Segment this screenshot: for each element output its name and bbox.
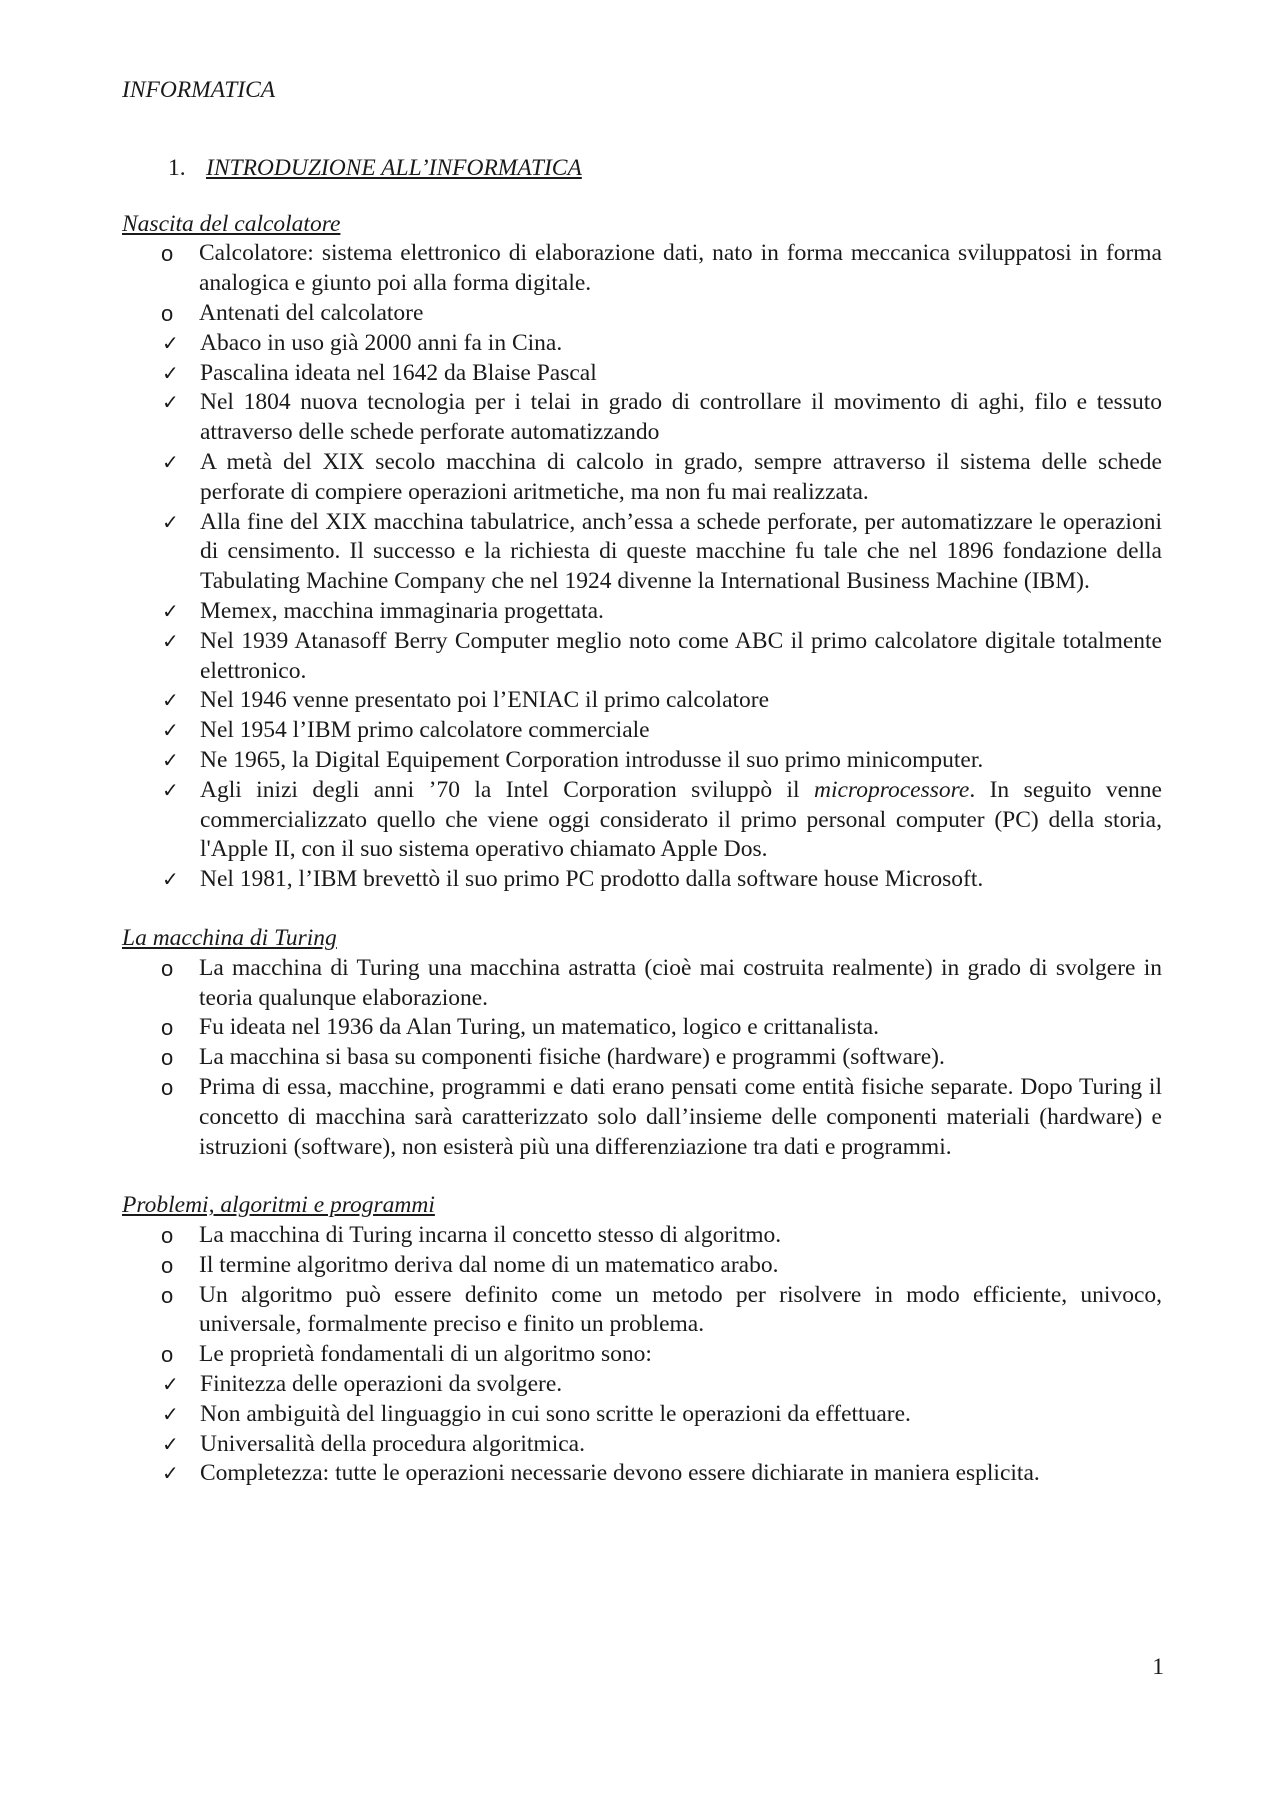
checklist-item: ✓ A metà del XIX secolo macchina di calcolo in grado, sempre attraverso il sistema delle schede perforate di compiere operazioni aritmetiche, ma non fu mai realizzata. bbox=[162, 448, 1162, 505]
checklist-item: ✓ Agli inizi degli anni ’70 la Intel Corporation sviluppò il microprocessore. In seguito venne commercializzato quello che viene oggi considerato il primo personal computer (PC) della storia, l'Apple II, con il suo sistema operativo chiamato Apple Dos. bbox=[162, 776, 1162, 863]
checklist-item: ✓ Finitezza delle operazioni da svolgere. bbox=[122, 1370, 1162, 1400]
checkmark-icon: ✓ bbox=[162, 777, 179, 802]
circle-bullet-icon: o bbox=[161, 1045, 174, 1071]
checkmark-icon: ✓ bbox=[162, 867, 179, 892]
circle-bullet-icon: o bbox=[161, 1282, 174, 1308]
chapter-heading bbox=[122, 154, 1162, 184]
chapter-title: INTRODUZIONE ALL’INFORMATICA bbox=[206, 154, 582, 181]
document-body bbox=[122, 76, 1162, 1489]
circle-bullet-icon: o bbox=[161, 300, 174, 326]
list-item: o Calcolatore: sistema elettronico di elaborazione dati, nato in forma meccanica sviluppatosi in forma analogica e giunto poi alla forma digitale. bbox=[161, 240, 1162, 297]
document-title: INFORMATICA bbox=[122, 77, 276, 103]
checklist-item: ✓ Nel 1939 Atanasoff Berry Computer meglio noto come ABC il primo calcolatore digitale totalmente elettronico. bbox=[162, 627, 1162, 684]
section-list bbox=[122, 239, 1162, 328]
circle-bullet-icon: o bbox=[161, 1252, 174, 1278]
ancestors-list bbox=[122, 329, 1162, 895]
circle-bullet-icon: o bbox=[161, 1223, 174, 1249]
list-item: o Un algoritmo può essere definito come un metodo per risolvere in modo efficiente, univoco, universale, formalmente preciso e finito un problema. bbox=[161, 1281, 1162, 1338]
checklist-item: ✓ Alla fine del XIX macchina tabulatrice, anch’essa a schede perforate, per automatizzare le operazioni di censimento. Il successo e la richiesta di queste macchine fu tale che nel 1896 fondazione della Tabulating Machine Company che nel 1924 divenne la International Business Machine (IBM). bbox=[162, 508, 1162, 595]
list-item: o Le proprietà fondamentali di un algoritmo sono: bbox=[122, 1340, 1162, 1370]
page-number: 1 bbox=[1152, 1654, 1164, 1680]
checkmark-icon: ✓ bbox=[162, 628, 179, 653]
checklist-item: ✓ Pascalina ideata nel 1642 da Blaise Pascal bbox=[122, 359, 1162, 389]
list-item: o Prima di essa, macchine, programmi e dati erano pensati come entità fisiche separate. Dopo Turing il concetto di macchina sarà caratterizzato solo dall’insieme delle componenti materiali (hardware) e istruzioni (software), non esisterà più una differenziazione tra dati e programmi. bbox=[161, 1073, 1162, 1160]
checkmark-icon: ✓ bbox=[162, 360, 179, 385]
checklist-item: ✓ Abaco in uso già 2000 anni fa in Cina. bbox=[122, 329, 1162, 359]
list-item: o Il termine algoritmo deriva dal nome di un matematico arabo. bbox=[122, 1251, 1162, 1281]
checkmark-icon: ✓ bbox=[162, 747, 179, 772]
checklist-item: ✓ Universalità della procedura algoritmica. bbox=[122, 1430, 1162, 1460]
checkmark-icon: ✓ bbox=[162, 509, 179, 534]
chapter-number: 1. bbox=[168, 154, 186, 181]
section-algoritmi bbox=[122, 1191, 1162, 1489]
emphasis-microprocessore: microprocessore bbox=[813, 776, 970, 803]
checkmark-icon: ✓ bbox=[162, 1431, 179, 1456]
list-item: o La macchina si basa su componenti fisiche (hardware) e programmi (software). bbox=[122, 1043, 1162, 1073]
circle-bullet-icon: o bbox=[161, 955, 174, 981]
section-turing bbox=[122, 924, 1162, 1162]
checkmark-icon: ✓ bbox=[162, 390, 179, 415]
section-title: La macchina di Turing bbox=[122, 924, 337, 951]
circle-bullet-icon: o bbox=[161, 241, 174, 267]
circle-bullet-icon: o bbox=[161, 1074, 174, 1100]
checkmark-icon: ✓ bbox=[162, 330, 179, 355]
checklist-item: ✓ Non ambiguità del linguaggio in cui sono scritte le operazioni da effettuare. bbox=[122, 1400, 1162, 1430]
checklist-item: ✓ Nel 1954 l’IBM primo calcolatore commerciale bbox=[122, 716, 1162, 746]
checkmark-icon: ✓ bbox=[162, 1461, 179, 1486]
checklist-item: ✓ Nel 1804 nuova tecnologia per i telai in grado di controllare il movimento di aghi, filo e tessuto attraverso delle schede perforate automatizzando bbox=[162, 389, 1162, 446]
checklist-item: ✓ Completezza: tutte le operazioni necessarie devono essere dichiarate in maniera esplicita. bbox=[122, 1459, 1162, 1489]
list-item: o Fu ideata nel 1936 da Alan Turing, un matematico, logico e crittanalista. bbox=[122, 1013, 1162, 1043]
checkmark-icon: ✓ bbox=[162, 1401, 179, 1426]
checklist-item: ✓ Memex, macchina immaginaria progettata. bbox=[122, 597, 1162, 627]
checkmark-icon: ✓ bbox=[162, 718, 179, 743]
list-item: o La macchina di Turing incarna il concetto stesso di algoritmo. bbox=[122, 1221, 1162, 1251]
section-title: Nascita del calcolatore bbox=[122, 210, 341, 237]
circle-bullet-icon: o bbox=[161, 1015, 174, 1041]
section-list bbox=[122, 1221, 1162, 1370]
checkmark-icon: ✓ bbox=[162, 449, 179, 474]
section-list bbox=[122, 954, 1162, 1163]
section-nascita bbox=[122, 210, 1162, 895]
section-title: Problemi, algoritmi e programmi bbox=[122, 1192, 435, 1219]
checklist-item: ✓ Nel 1981, l’IBM brevettò il suo primo PC prodotto dalla software house Microsoft. bbox=[122, 865, 1162, 895]
checkmark-icon: ✓ bbox=[162, 688, 179, 713]
checklist-item: ✓ Nel 1946 venne presentato poi l’ENIAC il primo calcolatore bbox=[122, 686, 1162, 716]
list-item: o Antenati del calcolatore bbox=[122, 299, 1162, 329]
properties-list bbox=[122, 1370, 1162, 1489]
checkmark-icon: ✓ bbox=[162, 1372, 179, 1397]
checklist-item: ✓ Ne 1965, la Digital Equipement Corporation introdusse il suo primo minicomputer. bbox=[122, 746, 1162, 776]
list-item: o La macchina di Turing una macchina astratta (cioè mai costruita realmente) in grado di svolgere in teoria qualunque elaborazione. bbox=[161, 954, 1162, 1011]
checkmark-icon: ✓ bbox=[162, 598, 179, 623]
circle-bullet-icon: o bbox=[161, 1342, 174, 1368]
